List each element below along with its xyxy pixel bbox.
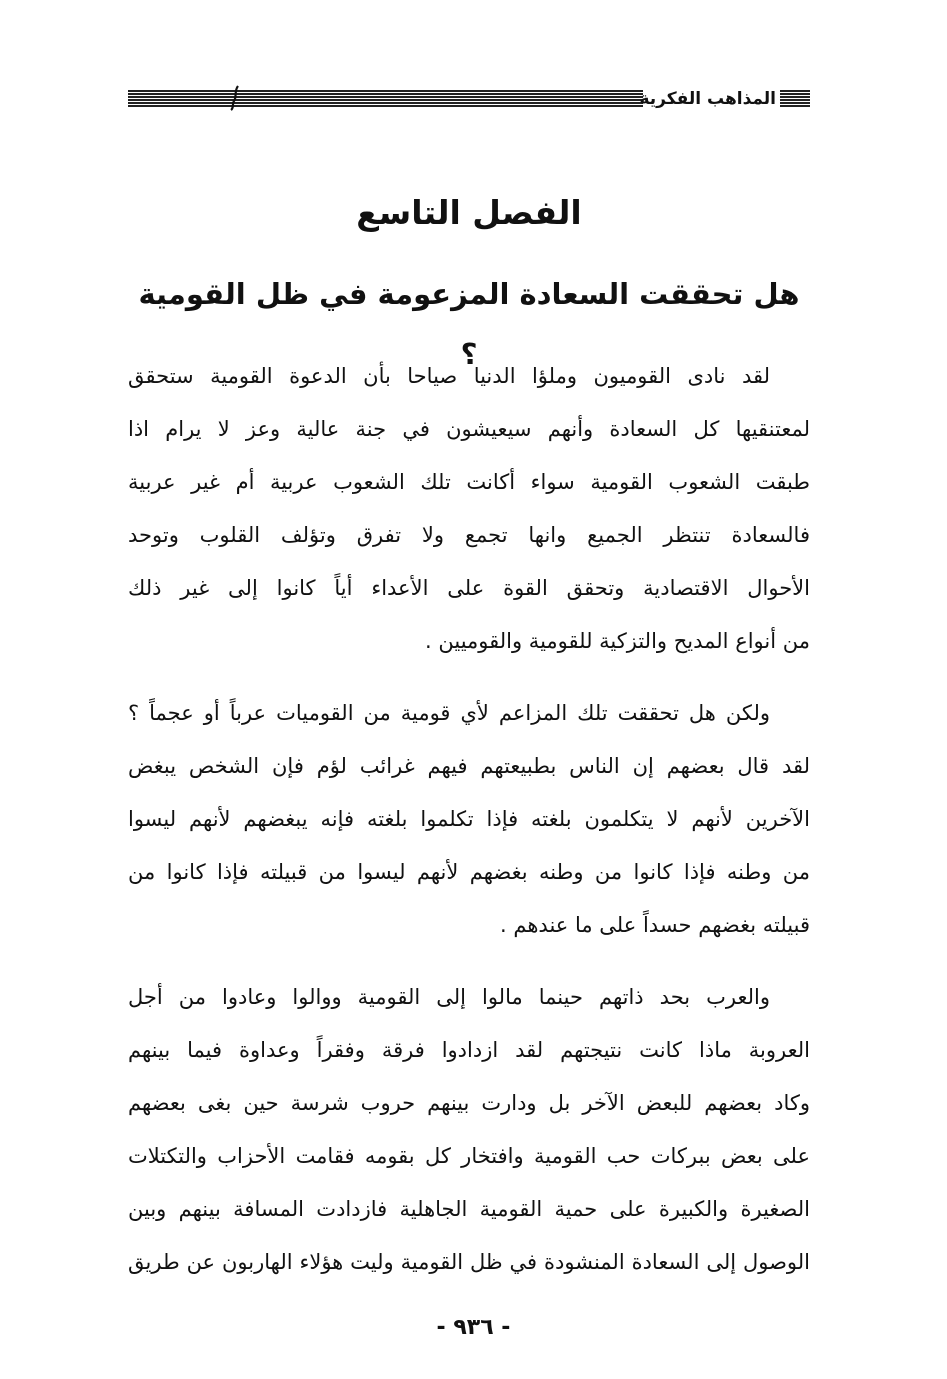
text-line: الآخرين لأنهم لا يتكلمون بلغته فإذا تكلموا بلغته فإنه يبغضهم لأنهم ليسوا bbox=[128, 807, 810, 831]
text-line: من أنواع المديح والتزكية للقومية والقوميين . bbox=[425, 629, 810, 653]
text-line: ولكن هل تحققت تلك المزاعم لأي قومية من القوميات عرباً أو عجماً ؟ bbox=[128, 701, 770, 725]
paragraph bbox=[128, 687, 810, 952]
header-flourish-ornament bbox=[228, 85, 242, 111]
text-line: والعرب بحد ذاتهم حينما مالوا إلى القومية ووالوا وعادوا من أجل bbox=[128, 985, 770, 1009]
text-line: لمعتنقيها كل السعادة وأنهم سيعيشون في جنة عالية وعز لا يرام اذا bbox=[128, 417, 810, 441]
text-line: لقد نادى القوميون وملؤا الدنيا صياحا بأن الدعوة القومية ستحقق bbox=[128, 364, 770, 388]
page-number: - ٩٣٦ - bbox=[436, 1315, 511, 1340]
text-line: الأحوال الاقتصادية وتحقق القوة على الأعداء أياً كانوا إلى غير ذلك bbox=[128, 576, 810, 600]
paragraph bbox=[128, 350, 810, 668]
text-line: على بعض ببركات حب القومية وافتخار كل بقومه فقامت الأحزاب والتكتلات bbox=[128, 1144, 810, 1168]
chapter-title: الفصل التاسع bbox=[356, 193, 582, 232]
text-line: طبقت الشعوب القومية سواء أكانت تلك الشعوب عربية أم غير عربية bbox=[128, 470, 810, 494]
paragraph bbox=[128, 971, 810, 1289]
text-line: قبيلته بغضهم حسداً على ما عندهم . bbox=[500, 913, 810, 937]
running-header bbox=[128, 84, 810, 114]
text-line: فالسعادة تنتظر الجميع وانها تجمع ولا تفرق وتؤلف القلوب وتوحد bbox=[128, 523, 810, 547]
text-line: من وطنه فإذا كانوا من وطنه بغضهم لأنهم ليسوا من قبيلته فإذا كانوا من bbox=[128, 860, 810, 884]
text-line: الوصول إلى السعادة المنشودة في ظل القومية وليت هؤلاء الهاربون عن طريق bbox=[128, 1250, 810, 1274]
chapter-subtitle: هل تحققت السعادة المزعومة في ظل القومية ؟ bbox=[138, 277, 800, 371]
text-line: لقد قال بعضهم إن الناس بطبيعتهم فيهم غرائب لؤم فإن الشخص يبغض bbox=[128, 754, 810, 778]
text-line: وكاد بعضهم للبعض الآخر بل ودارت بينهم حروب شرسة حين بغى بعضهم bbox=[128, 1091, 810, 1115]
text-line: العروبة ماذا كانت نتيجتهم لقد ازدادوا فرقة وفقراً وعداوة فيما بينهم bbox=[128, 1038, 810, 1062]
header-rule-lines bbox=[128, 90, 643, 106]
header-rule-lines-right bbox=[780, 90, 810, 106]
running-header-title: المذاهب الفكرية bbox=[639, 89, 776, 109]
text-line: الصغيرة والكبيرة على حمية القومية الجاهلية فازدادت المسافة بينهم وبين bbox=[128, 1197, 810, 1221]
body-text bbox=[128, 350, 810, 1308]
